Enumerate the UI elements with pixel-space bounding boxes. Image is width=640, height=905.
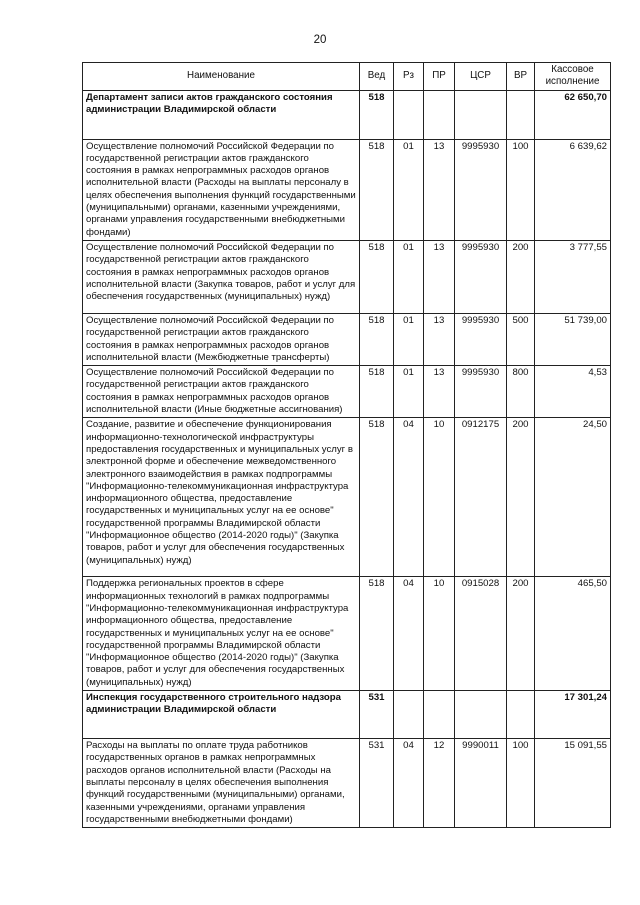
table-row — [83, 139, 611, 240]
cell-ved: 518 — [360, 139, 394, 240]
table-row-dept — [83, 691, 611, 739]
cell-ved: 531 — [360, 691, 394, 739]
cell-rz: 01 — [394, 313, 424, 365]
table-row — [83, 313, 611, 365]
header-rz: Рз — [394, 63, 424, 91]
cell-vr: 200 — [507, 577, 535, 691]
cell-pr: 10 — [424, 418, 455, 577]
cell-amount: 17 301,24 — [535, 691, 611, 739]
table-row — [83, 418, 611, 577]
cell-amount: 465,50 — [535, 577, 611, 691]
cell-pr: 13 — [424, 139, 455, 240]
cell-csr: 9990011 — [455, 739, 507, 828]
cell-name: Расходы на выплаты по оплате труда работников государственных органов в рамках непрограммных расходов органов исполнительной власти (Расходы на выплаты персоналу в целях обеспечения выполнения функций государственными (муниципальными) органами, казенными учреждениями, органами управления государственными внебюджетными фондами) — [83, 739, 360, 828]
cell-vr — [507, 90, 535, 139]
cell-csr — [455, 90, 507, 139]
table-row — [83, 240, 611, 313]
cell-name: Департамент записи актов гражданского состояния администрации Владимирской области — [83, 90, 360, 139]
cell-name: Осуществление полномочий Российской Федерации по государственной регистрации актов гражданского состояния в рамках непрограммных расходов органов исполнительной власти (Иные бюджетные ассигнования) — [83, 366, 360, 418]
cell-rz: 04 — [394, 577, 424, 691]
cell-rz: 01 — [394, 139, 424, 240]
cell-name: Инспекция государственного строительного надзора администрации Владимирской области — [83, 691, 360, 739]
header-ved: Вед — [360, 63, 394, 91]
cell-pr: 13 — [424, 366, 455, 418]
table-row — [83, 577, 611, 691]
cell-amount: 4,53 — [535, 366, 611, 418]
cell-vr: 500 — [507, 313, 535, 365]
table-header-row — [83, 63, 611, 91]
table-row — [83, 366, 611, 418]
cell-vr: 800 — [507, 366, 535, 418]
table-row-dept — [83, 90, 611, 139]
cell-amount: 15 091,55 — [535, 739, 611, 828]
cell-name: Осуществление полномочий Российской Федерации по государственной регистрации актов гражданского состояния в рамках непрограммных расходов органов исполнительной власти (Закупка товаров, работ и услуг для обеспечения государственных (муниципальных) нужд) — [83, 240, 360, 313]
cell-name: Поддержка региональных проектов в сфере информационных технологий в рамках подпрограммы "Информационно-телекоммуникационная инфраструктура информационного общества, предоставление государственных и муниципальных услуг на ее основе" государственной программы Владимирской области "Информационное общество (2014-2020 годы)" (Закупка товаров, работ и услуг для обеспечения государственных (муниципальных) нужд) — [83, 577, 360, 691]
cell-rz: 01 — [394, 366, 424, 418]
cell-ved: 518 — [360, 418, 394, 577]
table-row — [83, 739, 611, 828]
cell-csr: 9995930 — [455, 240, 507, 313]
header-name: Наименование — [83, 63, 360, 91]
cell-rz: 04 — [394, 739, 424, 828]
page-number: 20 — [313, 34, 327, 46]
cell-rz — [394, 691, 424, 739]
cell-ved: 531 — [360, 739, 394, 828]
budget-table — [82, 62, 611, 828]
cell-vr: 100 — [507, 139, 535, 240]
cell-vr: 200 — [507, 240, 535, 313]
header-amount: Кассовое исполнение — [535, 63, 611, 91]
cell-rz — [394, 90, 424, 139]
cell-csr: 9995930 — [455, 313, 507, 365]
cell-csr — [455, 691, 507, 739]
cell-name: Осуществление полномочий Российской Федерации по государственной регистрации актов гражданского состояния в рамках непрограммных расходов органов исполнительной власти (Расходы на выплаты персоналу в целях обеспечения выполнения функций государственными (муниципальными) органами, казенными учреждениями, органами управления государственными внебюджетными фондами) — [83, 139, 360, 240]
cell-amount: 24,50 — [535, 418, 611, 577]
cell-amount: 3 777,55 — [535, 240, 611, 313]
cell-name: Создание, развитие и обеспечение функционирования информационно-технологической инфраструктуры предоставления государственных и муниципальных услуг в электронной форме и обеспечение межведомственного электронного взаимодействия в рамках подпрограммы "Информационно-телекоммуникационная инфраструктура информационного общества, предоставление государственных и муниципальных услуг на ее основе" государственной программы Владимирской области "Информационное общество (2014-2020 годы)" (Закупка товаров, работ и услуг для обеспечения государственных (муниципальных) нужд) — [83, 418, 360, 577]
cell-rz: 01 — [394, 240, 424, 313]
cell-ved: 518 — [360, 90, 394, 139]
header-pr: ПР — [424, 63, 455, 91]
cell-ved: 518 — [360, 577, 394, 691]
cell-csr: 0912175 — [455, 418, 507, 577]
cell-amount: 51 739,00 — [535, 313, 611, 365]
cell-pr: 12 — [424, 739, 455, 828]
cell-ved: 518 — [360, 240, 394, 313]
cell-name: Осуществление полномочий Российской Федерации по государственной регистрации актов гражданского состояния в рамках непрограммных расходов органов исполнительной власти (Межбюджетные трансферты) — [83, 313, 360, 365]
cell-csr: 9995930 — [455, 139, 507, 240]
cell-csr: 9995930 — [455, 366, 507, 418]
cell-pr: 13 — [424, 240, 455, 313]
cell-csr: 0915028 — [455, 577, 507, 691]
cell-ved: 518 — [360, 366, 394, 418]
cell-ved: 518 — [360, 313, 394, 365]
cell-amount: 6 639,62 — [535, 139, 611, 240]
cell-vr: 200 — [507, 418, 535, 577]
header-csr: ЦСР — [455, 63, 507, 91]
cell-pr — [424, 90, 455, 139]
cell-rz: 04 — [394, 418, 424, 577]
header-vr: ВР — [507, 63, 535, 91]
cell-vr — [507, 691, 535, 739]
cell-pr — [424, 691, 455, 739]
cell-vr: 100 — [507, 739, 535, 828]
cell-pr: 10 — [424, 577, 455, 691]
cell-amount: 62 650,70 — [535, 90, 611, 139]
cell-pr: 13 — [424, 313, 455, 365]
